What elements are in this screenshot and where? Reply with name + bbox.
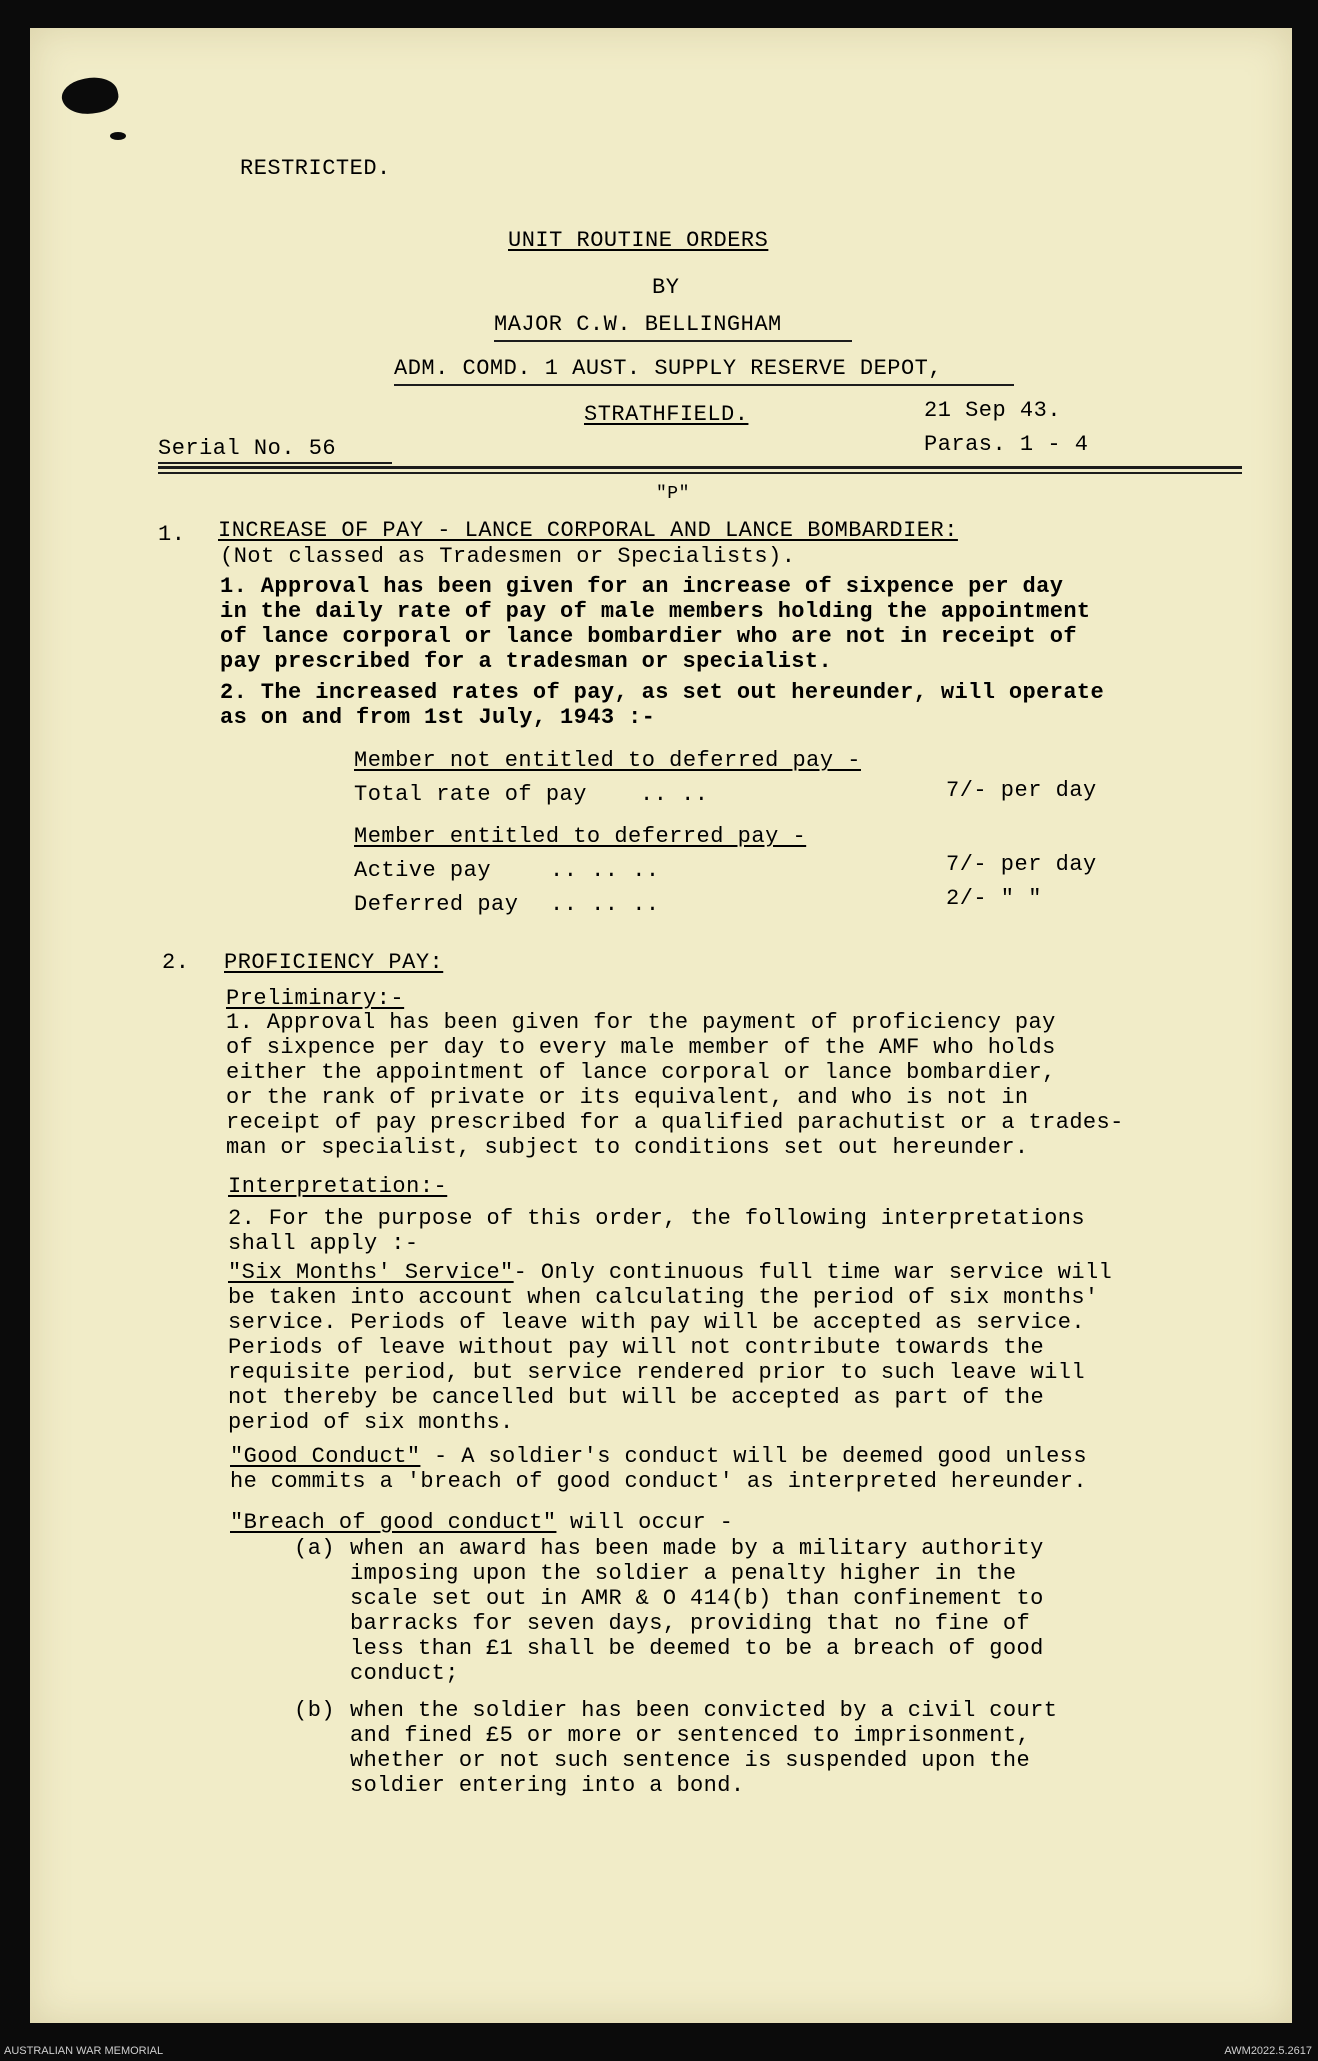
restricted-marking: RESTRICTED. <box>240 156 391 181</box>
six-months-definition <box>228 1260 1112 1435</box>
section-mark: "P" <box>656 484 690 504</box>
text-line: when an award has been made by a military authority <box>350 1536 1044 1561</box>
item-a-label: (a) <box>294 1536 336 1561</box>
good-conduct-term: "Good Conduct" <box>230 1444 421 1469</box>
by-line: BY <box>652 275 680 300</box>
section-1-para-2 <box>220 680 1104 730</box>
text-line: period of six months. <box>228 1410 514 1435</box>
text-line <box>230 1444 1087 1469</box>
good-conduct-definition <box>230 1444 1087 1494</box>
text-line: Periods of leave without pay will not contribute towards the <box>228 1335 1045 1360</box>
paras-range: Paras. 1 - 4 <box>924 432 1089 457</box>
preliminary-text <box>226 1010 1124 1160</box>
text-line: pay prescribed for a tradesman or specialist. <box>220 649 833 674</box>
active-pay-dots: .. .. .. <box>550 858 660 883</box>
text-line: scale set out in AMR & O 414(b) than confinement to <box>350 1586 1044 1611</box>
active-pay-label: Active pay <box>354 858 492 883</box>
text-line: service. Periods of leave with pay will be accepted as service. <box>228 1310 1085 1335</box>
deferred-pay-value: 2/- " " <box>946 886 1042 911</box>
text-line <box>230 1510 733 1535</box>
serial-underline <box>158 462 392 464</box>
text-line: of lance corporal or lance bombardier who are not in receipt of <box>220 624 1077 649</box>
text-line <box>228 1260 1112 1285</box>
breach-intro: will occur - <box>556 1510 734 1535</box>
item-a-text <box>350 1536 1044 1686</box>
text-line: requisite period, but service rendered prior to such leave will <box>228 1360 1085 1385</box>
section-2-number: 2. <box>162 950 190 975</box>
text-line: either the appointment of lance corporal or lance bombardier, <box>226 1060 1056 1085</box>
section-1-subheading: (Not classed as Tradesmen or Specialists). <box>220 544 796 569</box>
good-conduct-lead: - A soldier's conduct will be deemed good unless <box>420 1444 1087 1469</box>
text-line: soldier entering into a bond. <box>350 1773 745 1798</box>
text-line: when the soldier has been convicted by a civil court <box>350 1698 1058 1723</box>
breach-definition <box>230 1510 733 1535</box>
six-months-lead: - Only continuous full time war service will <box>513 1260 1113 1285</box>
section-1-number: 1. <box>158 522 186 547</box>
serial-number: Serial No. 56 <box>158 436 337 461</box>
text-line: 1. Approval has been given for the payment of proficiency pay <box>226 1010 1056 1035</box>
section-1-heading: INCREASE OF PAY - LANCE CORPORAL AND LANCE BOMBARDIER: <box>218 518 958 543</box>
text-line: whether or not such sentence is suspended upon the <box>350 1748 1031 1773</box>
text-line: he commits a 'breach of good conduct' as interpreted hereunder. <box>230 1469 1087 1494</box>
six-months-term: "Six Months' Service" <box>228 1260 514 1285</box>
footer-accession-number: AWM2022.5.2617 <box>1224 2045 1312 2057</box>
deferred-pay-label: Deferred pay <box>354 892 519 917</box>
total-rate-dots: .. .. <box>640 782 709 807</box>
interpretation-intro <box>228 1206 1085 1256</box>
active-pay-value: 7/- per day <box>946 852 1097 877</box>
total-rate-label: Total rate of pay <box>354 782 587 807</box>
footer-credit: AUSTRALIAN WAR MEMORIAL <box>4 2045 164 2057</box>
torn-hole-small <box>110 132 126 140</box>
item-b-label: (b) <box>294 1698 336 1723</box>
header-rule-1 <box>158 466 1242 469</box>
interpretation-heading: Interpretation:- <box>228 1174 448 1199</box>
commander-appointment: ADM. COMD. 1 AUST. SUPPLY RESERVE DEPOT, <box>394 356 943 381</box>
deferred-pay-dots: .. .. .. <box>550 892 660 917</box>
text-line: receipt of pay prescribed for a qualified parachutist or a trades- <box>226 1110 1124 1135</box>
pay-group-1-heading: Member not entitled to deferred pay - <box>354 748 861 773</box>
text-line: barracks for seven days, providing that no fine of <box>350 1611 1031 1636</box>
commander-name: MAJOR C.W. BELLINGHAM <box>494 312 782 337</box>
text-line: and fined £5 or more or sentenced to imprisonment, <box>350 1723 1031 1748</box>
text-line: shall apply :- <box>228 1231 419 1256</box>
text-line: be taken into account when calculating the period of six months' <box>228 1285 1099 1310</box>
text-line: as on and from 1st July, 1943 :- <box>220 705 656 730</box>
order-date: 21 Sep 43. <box>924 398 1062 423</box>
text-line: conduct; <box>350 1661 459 1686</box>
text-line: 2. The increased rates of pay, as set out hereunder, will operate <box>220 680 1105 705</box>
text-line: 2. For the purpose of this order, the following interpretations <box>228 1206 1085 1231</box>
text-line: imposing upon the soldier a penalty higher in the <box>350 1561 1017 1586</box>
section-1-para-1 <box>220 574 1091 674</box>
total-rate-value: 7/- per day <box>946 778 1097 803</box>
text-line: 1. Approval has been given for an increase of sixpence per day <box>220 574 1064 599</box>
commander-underline <box>494 340 852 342</box>
appointment-underline <box>394 384 1014 386</box>
text-line: less than £1 shall be deemed to be a breach of good <box>350 1636 1044 1661</box>
document-title: UNIT ROUTINE ORDERS <box>508 228 769 253</box>
text-line: in the daily rate of pay of male members holding the appointment <box>220 599 1091 624</box>
text-line: not thereby be cancelled but will be accepted as part of the <box>228 1385 1045 1410</box>
text-line: of sixpence per day to every male member of the AMF who holds <box>226 1035 1056 1060</box>
preliminary-heading: Preliminary:- <box>226 986 405 1011</box>
breach-term: "Breach of good conduct" <box>230 1510 557 1535</box>
text-line: man or specialist, subject to conditions set out hereunder. <box>226 1135 1029 1160</box>
header-rule-2 <box>158 472 1242 474</box>
location: STRATHFIELD. <box>584 402 749 427</box>
section-2-heading: PROFICIENCY PAY: <box>224 950 444 975</box>
item-b-text <box>350 1698 1057 1798</box>
pay-group-2-heading: Member entitled to deferred pay - <box>354 824 807 849</box>
text-line: or the rank of private or its equivalent, and who is not in <box>226 1085 1029 1110</box>
